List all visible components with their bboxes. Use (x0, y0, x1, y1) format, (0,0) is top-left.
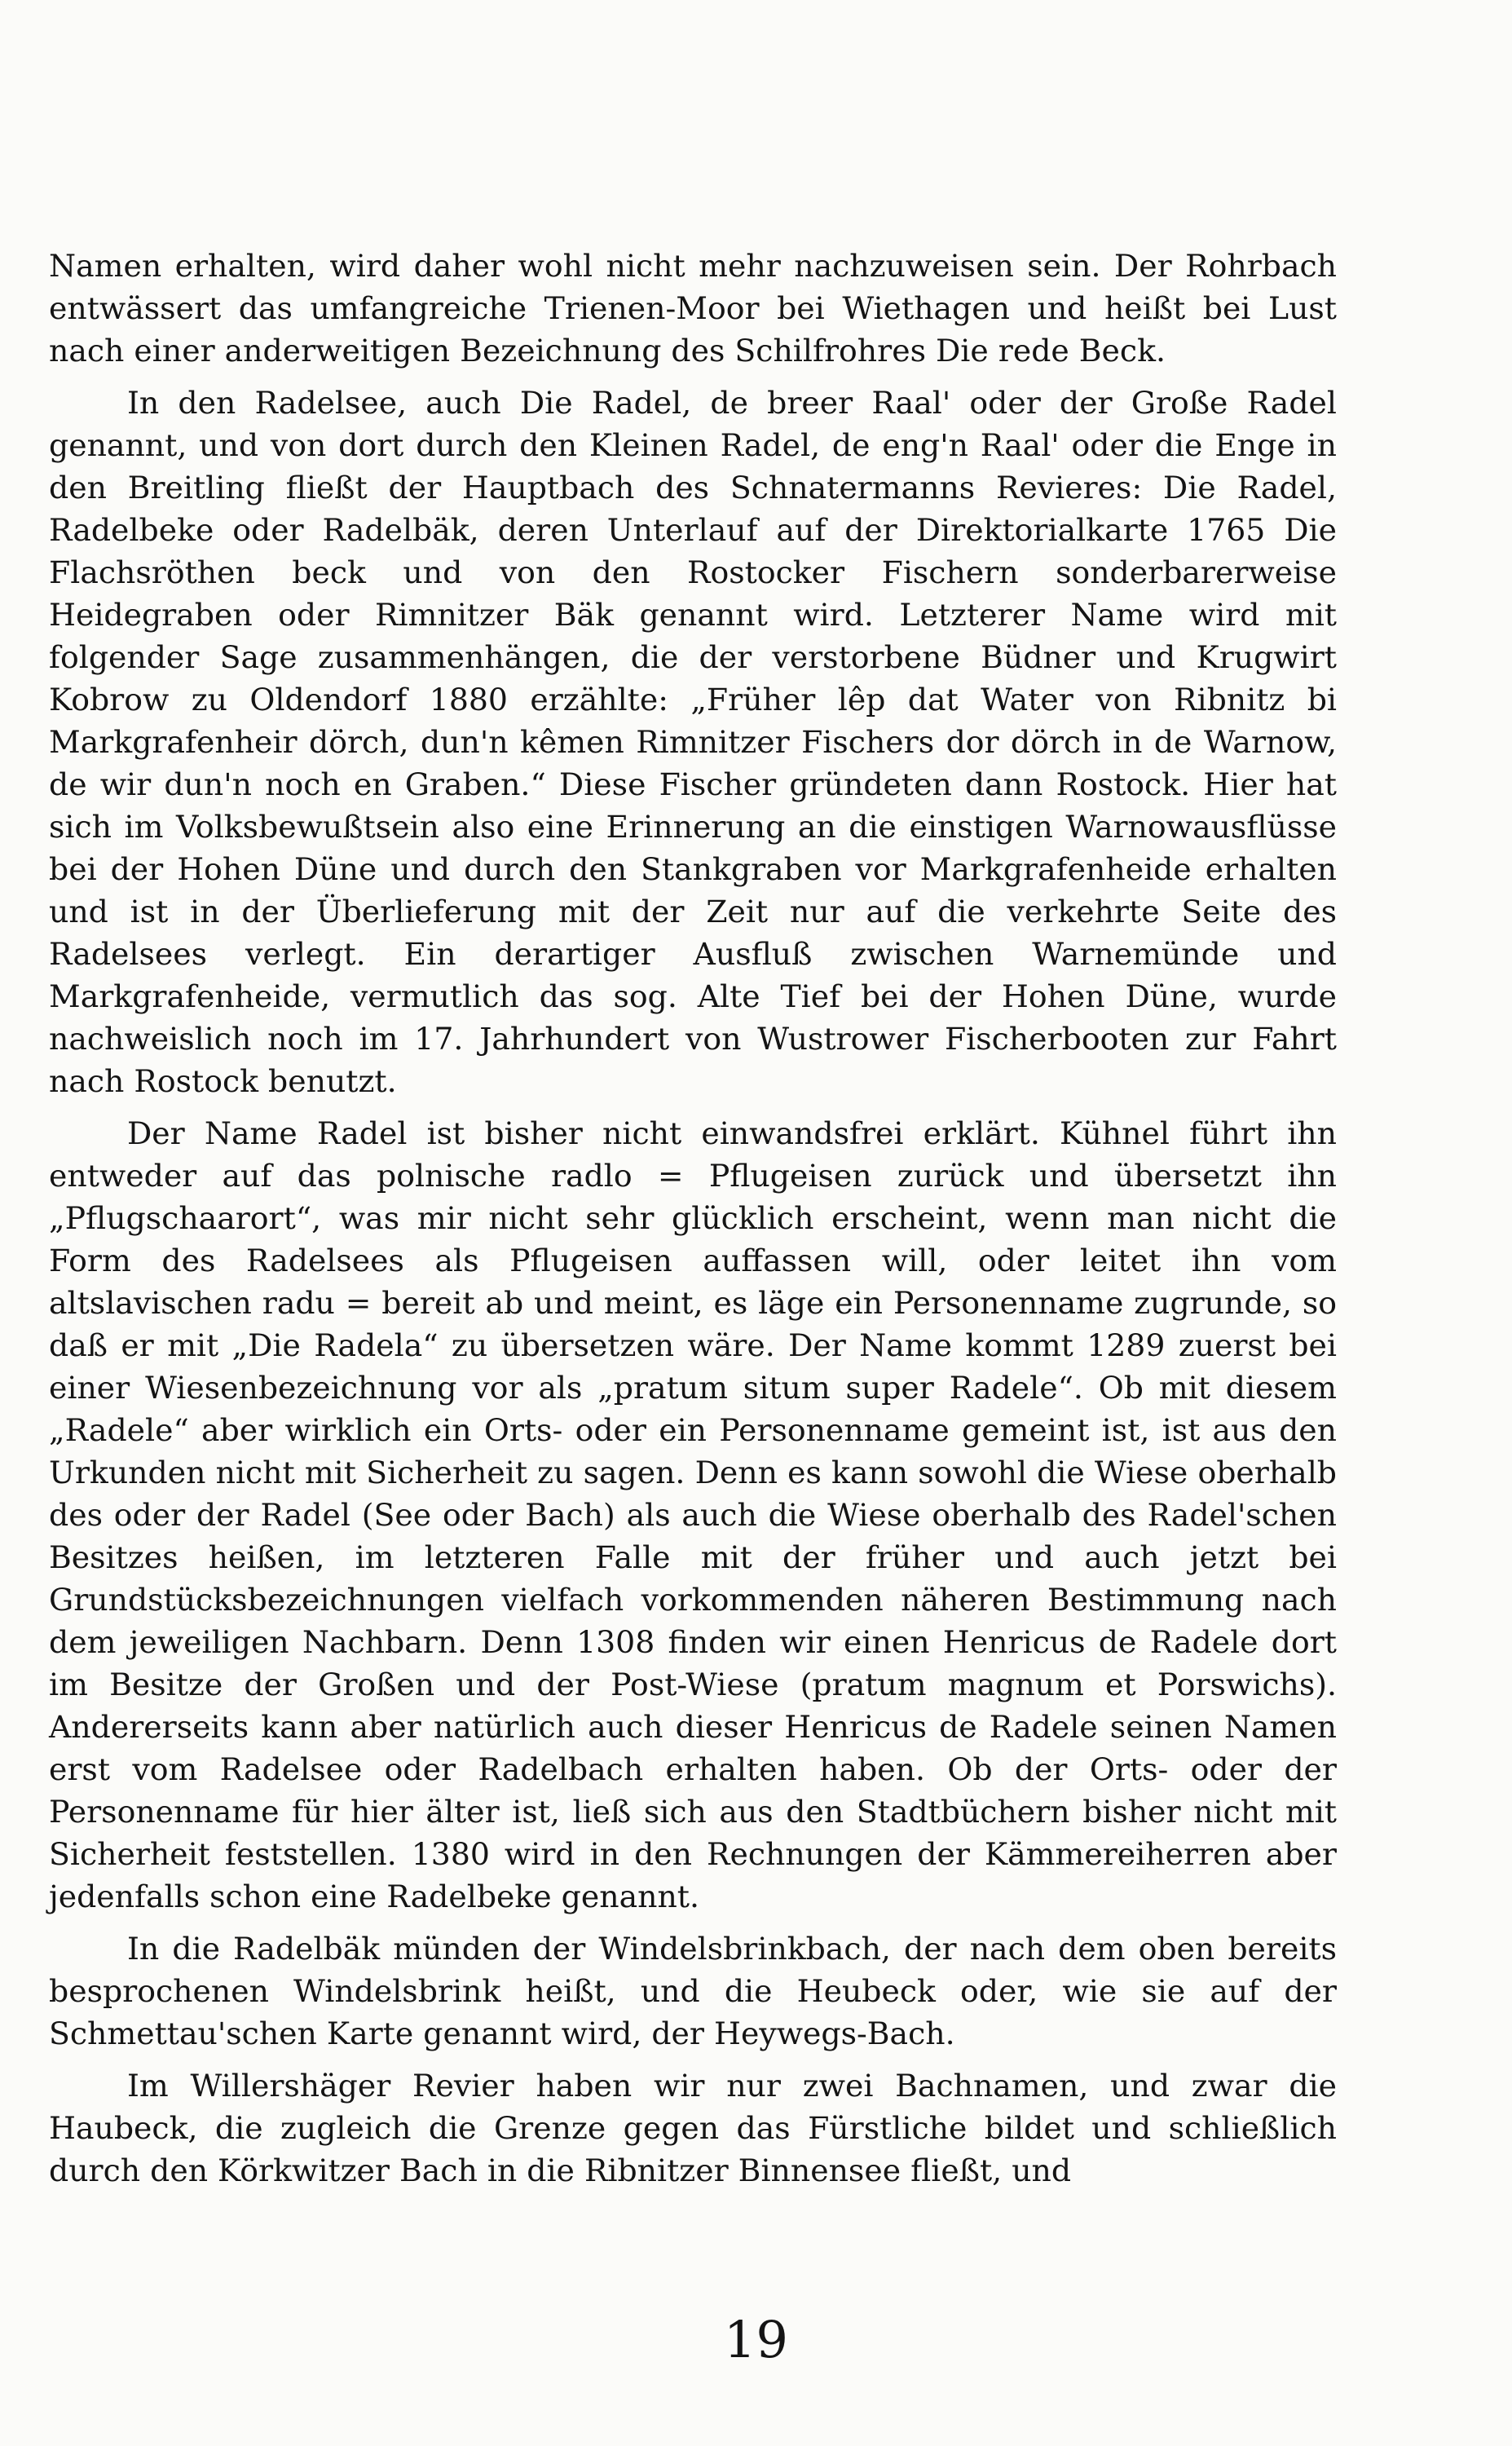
paragraph-1: Namen erhalten, wird daher wohl nicht mehr nachzuweisen sein. Der Rohrbach entwässert das umfangreiche Trienen-Moor bei Wiethagen und heißt bei Lust nach einer anderweitigen Bezeichnung des Schilfrohres Die rede Beck. (49, 248, 1337, 369)
paragraph-5: Im Willershäger Revier haben wir nur zwei Bachnamen, und zwar die Haubeck, die zugleich die Grenze gegen das Fürstliche bildet und schließlich durch den Körkwitzer Bach in die Ribnitzer Binnensee fließt, und (49, 2068, 1337, 2188)
page-body (49, 245, 1337, 2201)
paragraph-3: Der Name Radel ist bisher nicht einwandsfrei erklärt. Kühnel führt ihn entweder auf das polnische radlo = Pflugeisen zurück und übersetzt ihn „Pflugschaarort“, was mir nicht sehr glücklich erscheint, wenn man nicht die Form des Radelsees als Pflugeisen auffassen will, oder leitet ihn vom altslavischen radu = bereit ab und meint, es läge ein Personenname zugrunde, so daß er mit „Die Radela“ zu übersetzen wäre. Der Name kommt 1289 zuerst bei einer Wiesenbezeichnung vor als „pratum situm super Radele“. Ob mit diesem „Radele“ aber wirklich ein Orts- oder ein Personenname gemeint ist, ist aus den Urkunden nicht mit Sicherheit zu sagen. Denn es kann sowohl die Wiese oberhalb des oder der Radel (See oder Bach) als auch die Wiese oberhalb des Radel'schen Besitzes heißen, im letzteren Falle mit der früher und auch jetzt bei Grundstücksbezeichnungen vielfach vorkommenden näheren Bestimmung nach dem jeweiligen Nachbarn. Denn 1308 finden wir einen Henricus de Radele dort im Besitze der Großen und der Post-Wiese (pratum magnum et Porswichs). Andererseits kann aber natürlich auch dieser Henricus de Radele seinen Namen erst vom Radelsee oder Radelbach erhalten haben. Ob der Orts- oder der Personenname für hier älter ist, ließ sich aus den Stadtbüchern bisher nicht mit Sicherheit feststellen. 1380 wird in den Rechnungen der Kämmereiherren aber jedenfalls schon eine Radelbeke genannt. (49, 1115, 1337, 1914)
paragraph-2: In den Radelsee, auch Die Radel, de breer Raal' oder der Große Radel genannt, und von dort durch den Kleinen Radel, de eng'n Raal' oder die Enge in den Breitling fließt der Hauptbach des Schnatermanns Revieres: Die Radel, Radelbeke oder Radelbäk, deren Unterlauf auf der Direktorialkarte 1765 Die Flachsröthen beck und von den Rostocker Fischern sonderbarerweise Heidegraben oder Rimnitzer Bäk genannt wird. Letzterer Name wird mit folgender Sage zusammenhängen, die der verstorbene Büdner und Krugwirt Kobrow zu Oldendorf 1880 erzählte: „Früher lêp dat Water von Ribnitz bi Markgrafenheir dörch, dun'n kêmen Rimnitzer Fischers dor dörch in de Warnow, de wir dun'n noch en Graben.“ Diese Fischer gründeten dann Rostock. Hier hat sich im Volksbewußtsein also eine Erinnerung an die einstigen Warnowausflüsse bei der Hohen Düne und durch den Stankgraben vor Markgrafenheide erhalten und ist in der Überlieferung mit der Zeit nur auf die verkehrte Seite des Radelsees verlegt. Ein derartiger Ausfluß zwischen Warnemünde und Markgrafenheide, vermutlich das sog. Alte Tief bei der Hohen Düne, wurde nachweislich noch im 17. Jahrhundert von Wustrower Fischerbooten zur Fahrt nach Rostock benutzt. (49, 385, 1337, 1099)
page-number: 19 (724, 2310, 788, 2369)
paragraph-4: In die Radelbäk münden der Windelsbrinkbach, der nach dem oben bereits besprochenen Windelsbrink heißt, und die Heubeck oder, wie sie auf der Schmettau'schen Karte genannt wird, der Heywegs-Bach. (49, 1931, 1337, 2051)
